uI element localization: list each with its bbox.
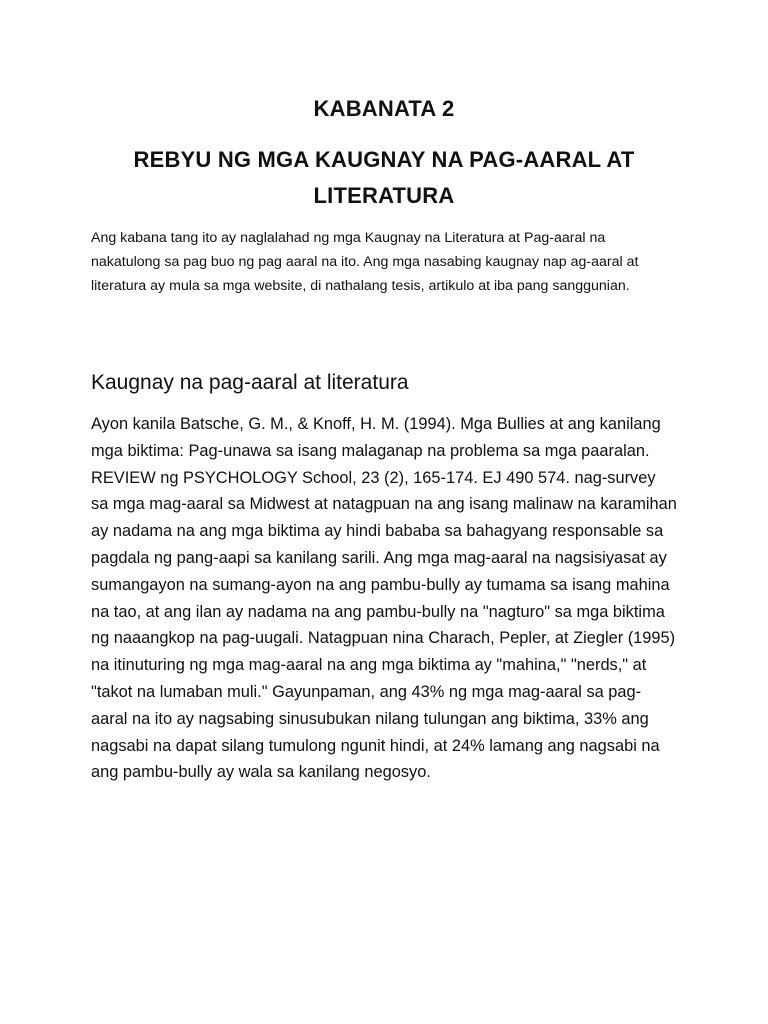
chapter-label: KABANATA 2 [313,96,455,121]
intro-paragraph: Ang kabana tang ito ay naglalahad ng mga Kaugnay na Literatura at Pag-aaral na nakatulong sa pag buo ng pag aaral na ito. Ang mga nasabing kaugnay nap ag-aaral at literatura ay mula sa mga website, di nathalang tesis, artikulo at iba pang sanggunian. [91,230,639,294]
body-paragraph: Ayon kanila Batsche, G. M., & Knoff, H. M. (1994). Mga Bullies at ang kanilang mga biktima: Pag-unawa sa isang malaganap na problema sa mga paaralan. REVIEW ng PSYCHOLOGY School, 23 (2), 165-174. EJ 490 574. nag-survey sa mga mag-aaral sa Midwest at natagpuan na ang isang malinaw na karamihan ay nadama na ang mga biktima ay hindi bababa sa bahagyang responsable sa pagdala ng pang-aapi sa kanilang sarili. Ang mga mag-aaral na nagsisiyasat ay sumangayon na sumang-ayon na ang pambu-bully ay tumama sa isang mahina na tao, at ang ilan ay nadama na ang pambu-bully na "nagturo" sa mga biktima ng naaangkop na pag-uugali. Natagpuan nina Charach, Pepler, at Ziegler (1995) na itinuturing ng mga mag-aaral na ang mga biktima ay "mahina," "nerds," at "takot na lumaban muli." Gayunpaman, ang 43% ng mga mag-aaral sa pag-aaral na ito ay nagsabing sinusubukan nilang tulungan ang biktima, 33% ang nagsabi na dapat silang tumulong ngunit hindi, at 24% lamang ang nagsabi na ang pambu-bully ay wala sa kanilang negosyo. [91,415,677,782]
section-heading: Kaugnay na pag-aaral at literatura [91,371,409,394]
chapter-title: REBYU NG MGA KAUGNAY NA PAG-AARAL AT LITERATURA [133,147,635,208]
